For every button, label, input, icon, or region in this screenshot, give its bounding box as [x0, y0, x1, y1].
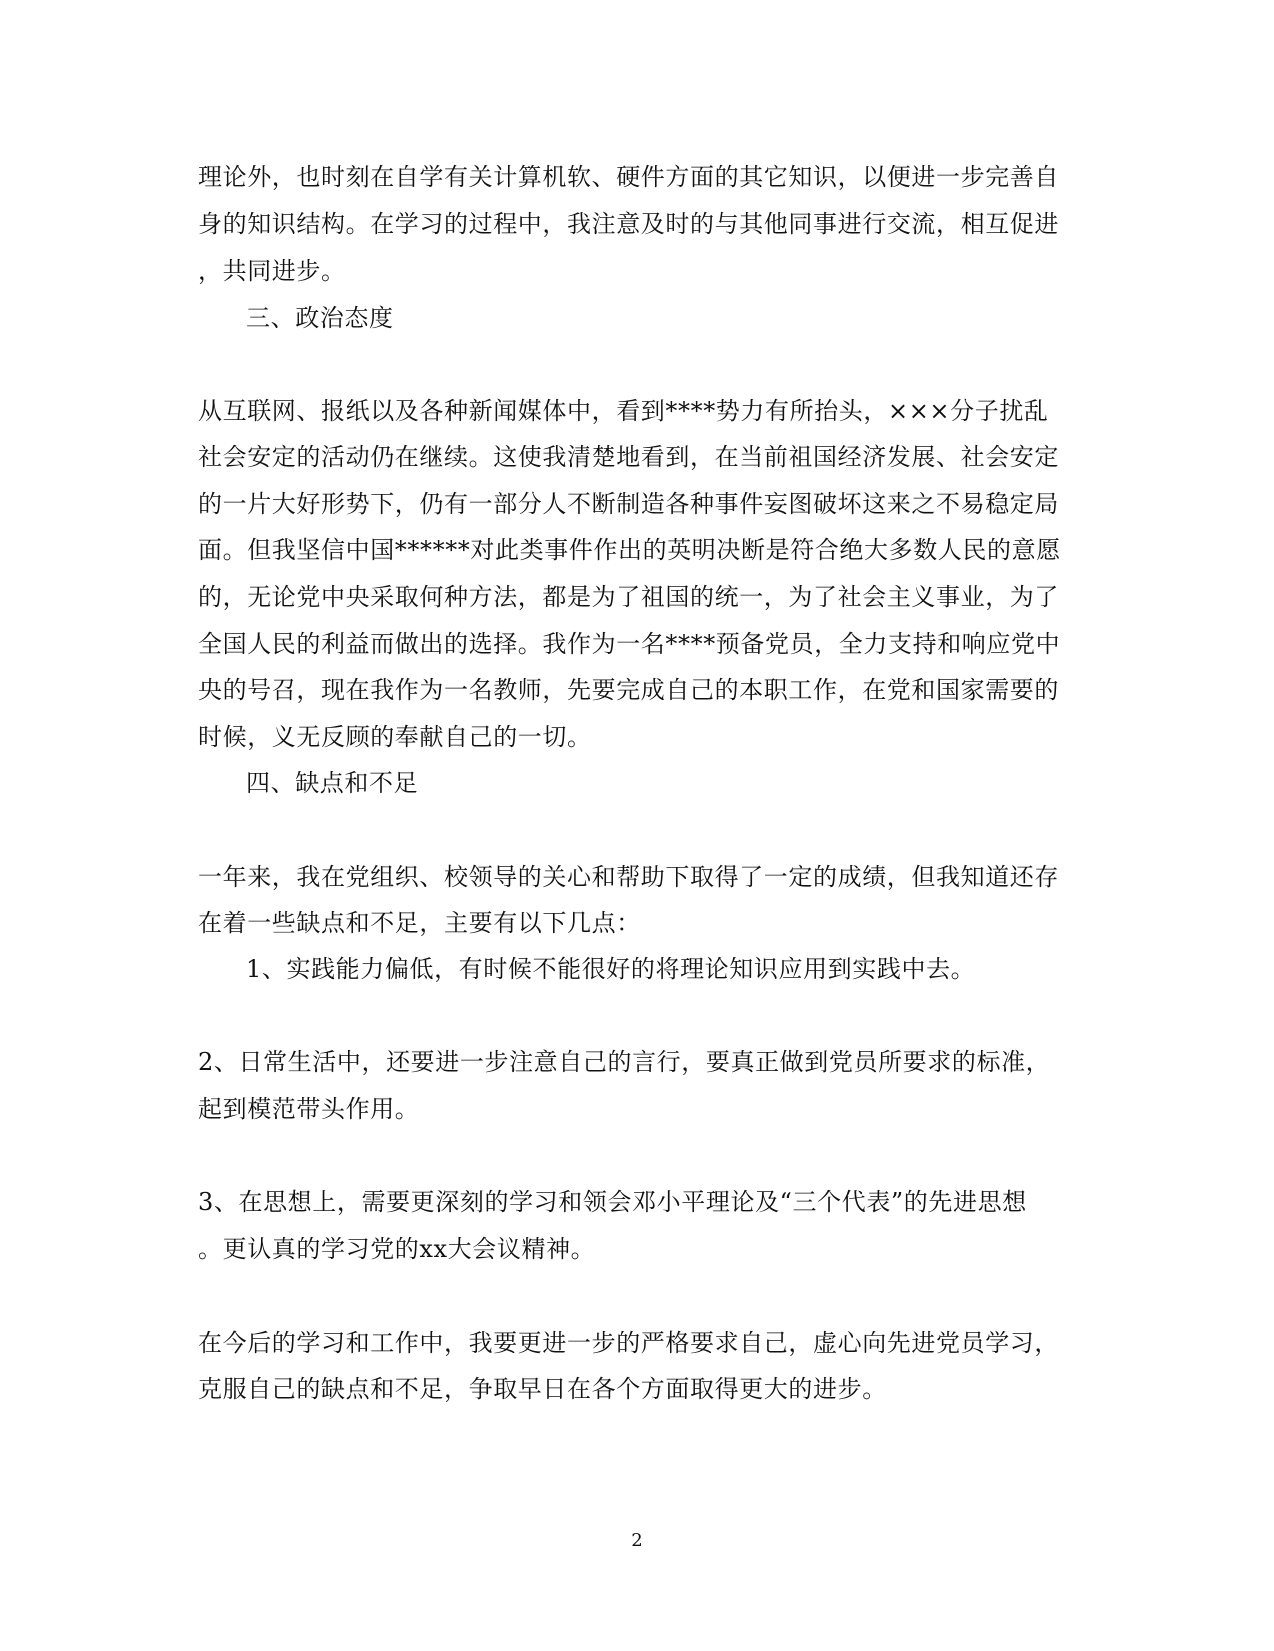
list-item-1: 1、实践能力偏低，有时候不能很好的将理论知识应用到实践中去。 [246, 955, 976, 983]
body-text-line: 社会安定的活动仍在继续。这使我清楚地看到，在当前祖国经济发展、社会安定 [198, 443, 1059, 471]
body-text-line: 在今后的学习和工作中，我要更进一步的严格要求自己，虚心向先进党员学习， [198, 1329, 1059, 1357]
body-text-line: 一年来，我在党组织、校领导的关心和帮助下取得了一定的成绩，但我知道还存 [198, 863, 1059, 891]
body-text-line: 克服自己的缺点和不足，争取早日在各个方面取得更大的进步。 [198, 1375, 887, 1403]
body-text-line: 在着一些缺点和不足，主要有以下几点： [198, 909, 641, 937]
section-heading-shortcomings: 四、缺点和不足 [246, 769, 419, 797]
body-text-line: 从互联网、报纸以及各种新闻媒体中，看到****势力有所抬头，×××分子扰乱 [198, 397, 1049, 425]
body-text-line: 央的号召，现在我作为一名教师，先要完成自己的本职工作，在党和国家需要的 [198, 676, 1059, 704]
list-item-3-continued: 。更认真的学习党的xx大会议精神。 [198, 1235, 596, 1263]
section-heading-political-attitude: 三、政治态度 [246, 304, 394, 332]
body-text-line: 的，无论党中央采取何种方法，都是为了祖国的统一，为了社会主义事业，为了 [198, 583, 1059, 611]
body-text-line: ，共同进步。 [198, 257, 346, 285]
list-item-2-continued: 起到模范带头作用。 [198, 1095, 420, 1123]
list-item-3: 3、在思想上，需要更深刻的学习和领会邓小平理论及“三个代表”的先进思想 [198, 1188, 1027, 1216]
body-text-line: 身的知识结构。在学习的过程中，我注意及时的与其他同事进行交流，相互促进 [198, 210, 1059, 238]
body-text-line: 理论外，也时刻在自学有关计算机软、硬件方面的其它知识，以便进一步完善自 [198, 163, 1059, 191]
body-text-line: 全国人民的利益而做出的选择。我作为一名****预备党员，全力支持和响应党中 [198, 630, 1061, 658]
body-text-line: 时候，义无反顾的奉献自己的一切。 [198, 723, 592, 751]
body-text-line: 的一片大好形势下，仍有一部分人不断制造各种事件妄图破坏这来之不易稳定局 [198, 490, 1059, 518]
list-item-2: 2、日常生活中，还要进一步注意自己的言行，要真正做到党员所要求的标准， [198, 1048, 1051, 1076]
page-number: 2 [631, 1530, 643, 1551]
body-text-line: 面。但我坚信中国******对此类事件作出的英明决断是符合绝大多数人民的意愿 [198, 536, 1061, 564]
